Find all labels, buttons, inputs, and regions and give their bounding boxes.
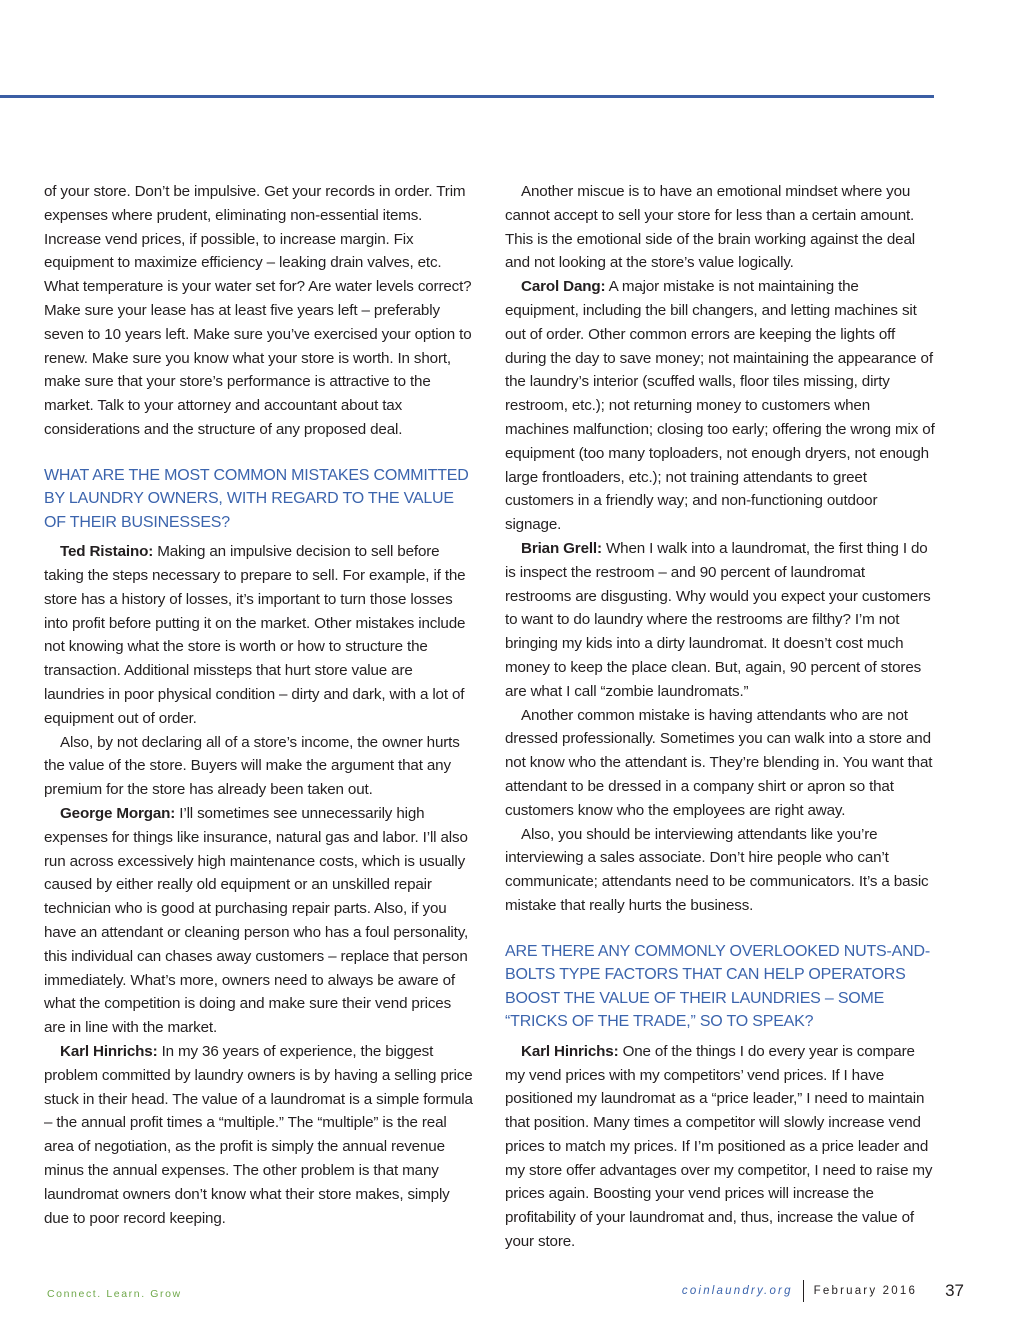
speaker-name: Karl Hinrichs: bbox=[60, 1043, 158, 1060]
footer-info bbox=[682, 1280, 964, 1302]
footer-divider bbox=[803, 1280, 804, 1302]
left-column bbox=[44, 180, 474, 1230]
speaker-name: George Morgan: bbox=[60, 805, 176, 823]
answer-carol-dang bbox=[505, 275, 935, 537]
answer-text: Making an impulsive decision to sell before taking the steps necessary to prepare to sell. For example, if the store has a history of losses, it’s important to turn those losses into profit before putting it on the market. Other mistakes include not knowing what the store is worth or how to structure the transaction. Additional missteps that hurt store value are laundries in poor physical condition – dirty and dark, with a lot of equipment out of order. bbox=[44, 543, 466, 727]
answer-text: I’ll sometimes see unnecessarily high expenses for things like insurance, natural gas and labor. I’ll also run across excessively high maintenance costs, which is usually caused by either really old equipment or an unskilled repair technician who is good at purchasing repair parts. Also, if you have an attendant or cleaning person who has a foul personality, this individual can chases away customers – replace that person immediately. What’s more, owners need to always be aware of what the competition is doing and make sure their vend prices are in line with the market. bbox=[44, 805, 469, 1037]
paragraph: of your store. Don’t be impulsive. Get your records in order. Trim expenses where prudent, eliminating non-essential items. Increase vend prices, if possible, to increase margin. Fix equipment to maximize efficiency – leaking drain valves, etc. What temperature is your water set for? Are water levels correct? Make sure your lease has at least five years left – preferably seven to 10 years left. Make sure you’ve exercised your option to renew. Make sure you know what your store is worth. In short, make sure that your store’s performance is attractive to the market. Talk to your attorney and accountant about tax considerations and the structure of any proposed deal. bbox=[44, 183, 472, 438]
paragraph: Another miscue is to have an emotional mindset where you cannot accept to sell your store for less than a certain amount. This is the emotional side of the brain working against the deal and not looking at the store’s value logically. bbox=[505, 183, 915, 272]
answer-text: One of the things I do every year is compare my vend prices with my competitors’ vend prices. If I have positioned my laundromat as a “price leader,” I need to maintain that position. Many times a competitor will slowly increase vend prices to match my prices. If I’m positioned as a price leader and my store offer advantages over my competitor, I need to raise my prices again. Boosting your vend prices will increase the profitability of your laundromat and, thus, increase the value of your store. bbox=[505, 1042, 933, 1251]
paragraph: Another common mistake is having attendants who are not dressed professionally. Sometimes you can walk into a store and not know who the attendant is. They’re blending in. You want that attendant to be dressed in a company shirt or apron so that customers know who the employees are right away. bbox=[505, 706, 933, 819]
speaker-name: Brian Grell: bbox=[521, 539, 602, 557]
speaker-name: Karl Hinrichs: bbox=[521, 1042, 619, 1060]
answer-text: When I walk into a laundromat, the first thing I do is inspect the restroom – and 90 percent of laundromat restrooms are disgusting. Why would you expect your customers to want to do laundry where the restrooms are filthy? I’m not bringing my kids into a dirty laundromat. It doesn’t cost much money to keep the place clean. But, again, 90 percent of stores are what I call “zombie laundromats.” bbox=[505, 539, 931, 700]
paragraph: Also, by not declaring all of a store’s income, the owner hurts the value of the store. Buyers will make the argument that any premium for the store has already been taken out. bbox=[44, 733, 460, 799]
page-number: 37 bbox=[945, 1281, 964, 1300]
section-heading: WHAT ARE THE MOST COMMON MISTAKES COMMITTED BY LAUNDRY OWNERS, WITH REGARD TO THE VALUE OF THEIR BUSINESSES? bbox=[44, 466, 469, 531]
section-heading: ARE THERE ANY COMMONLY OVERLOOKED NUTS-AND-BOLTS TYPE FACTORS THAT CAN HELP OPERATORS BOOST THE VALUE OF THEIR LAUNDRIES – SOME “TRICKS OF THE TRADE,” SO TO SPEAK? bbox=[505, 942, 930, 1031]
footer-site-link[interactable]: coinlaundry.org bbox=[681, 1285, 793, 1297]
answer-karl-hinrichs bbox=[505, 1040, 935, 1254]
answer-ted-ristaino bbox=[44, 540, 474, 730]
answer-brian-grell bbox=[505, 537, 935, 704]
answer-karl-hinrichs bbox=[44, 1040, 474, 1230]
answer-text: In my 36 years of experience, the biggest problem committed by laundry owners is by having a selling price stuck in their head. The value of a laundromat is a simple formula – the annual profit times a “multiple.” The “multiple” is the real area of negotiation, as the profit is simply the annual revenue minus the annual expenses. The other problem is that many laundromat owners don’t know what their store makes, simply due to poor record keeping. bbox=[44, 1043, 473, 1227]
footer-issue-date: February 2016 bbox=[813, 1285, 918, 1297]
speaker-name: Carol Dang: bbox=[521, 278, 606, 296]
answer-text: A major mistake is not maintaining the equipment, including the bill changers, and letting machines sit out of order. Other common errors are keeping the lights off during the day to save money; not maintaining the appearance of the laundry’s interior (scuffed walls, floor tiles missing, dirty restroom, etc.); not returning money to customers when machines malfunction; closing too early; offering the wrong mix of equipment (too many toploaders, not enough dryers, not enough large frontloaders, etc.); not training attendants to greet customers in a friendly way; and non-functioning outdoor signage. bbox=[505, 278, 935, 534]
speaker-name: Ted Ristaino: bbox=[60, 543, 154, 561]
answer-george-morgan bbox=[44, 802, 474, 1040]
right-column bbox=[505, 180, 935, 1254]
header-rule bbox=[0, 95, 934, 98]
paragraph: Also, you should be interviewing attendants like you’re interviewing a sales associate. Don’t hire people who can’t communicate; attendants need to be communicators. It’s a basic mistake that really hurts the business. bbox=[505, 825, 929, 914]
footer-tagline: Connect. Learn. Grow bbox=[47, 1288, 182, 1300]
